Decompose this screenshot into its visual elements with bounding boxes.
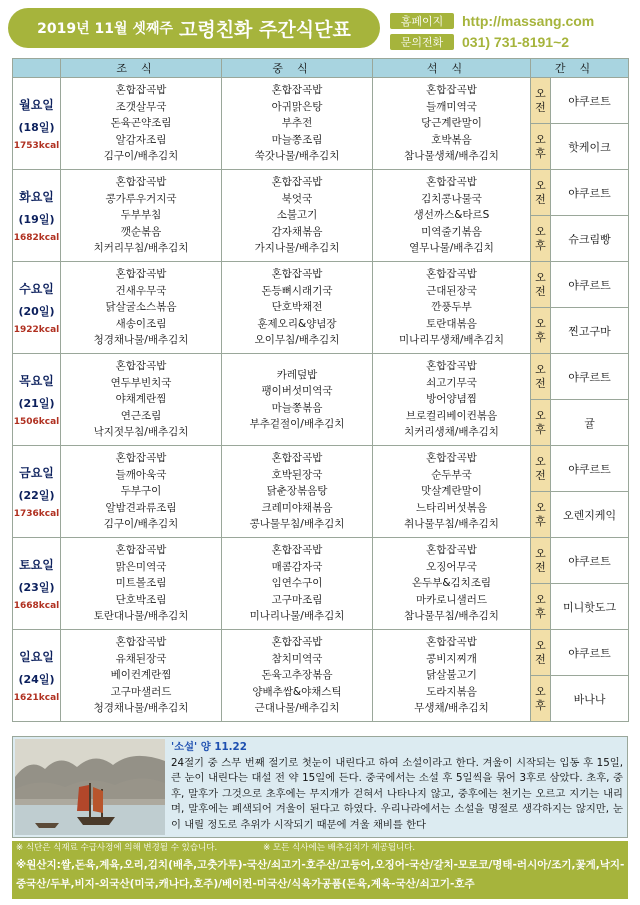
menu-item: 가지나물/배추김치 (254, 242, 340, 255)
breakfast-cell (61, 446, 222, 538)
menu-item: 콩나물무침/배추김치 (249, 518, 345, 531)
menu-item: 단호박채전 (271, 301, 323, 314)
snack-am: 야쿠르트 (551, 630, 629, 676)
menu-item: 무생채/배추김치 (414, 702, 489, 715)
snack-pm: 찐고구마 (551, 308, 629, 354)
menu-item: 취나물무침/배추김치 (404, 518, 499, 531)
day-cell (13, 446, 61, 538)
period-pm (531, 124, 551, 170)
day-cell (13, 170, 61, 262)
period-pm-label: 오 후 (535, 408, 546, 436)
menu-item: 혼합잡곡밥 (115, 84, 167, 97)
article-heading: '소설' 양 11.22 (171, 741, 247, 753)
menu-item: 알밤견과류조림 (105, 501, 177, 514)
menu-item: 베이컨계란찜 (110, 669, 172, 682)
menu-item: 미나리무생채/배추김치 (399, 334, 504, 347)
snack-pm: 미니핫도그 (551, 584, 629, 630)
article-text (171, 740, 623, 834)
contact-info (390, 12, 594, 54)
day-kcal: 1736kcal (13, 509, 60, 519)
period-am-label: 오 전 (535, 454, 546, 482)
day-cell (13, 354, 61, 446)
menu-item: 청경채나물/배추김치 (93, 702, 189, 715)
period-pm-label: 오 후 (535, 500, 546, 528)
menu-item: 혼합잡곡밥 (115, 636, 167, 649)
period-pm-label: 오 후 (535, 132, 546, 160)
period-am (531, 170, 551, 216)
menu-item: 단호박조림 (115, 593, 167, 606)
snack-am: 야쿠르트 (551, 538, 629, 584)
dinner-cell (373, 538, 531, 630)
menu-item: 고구마조림 (271, 593, 323, 606)
menu-item: 김치콩나물국 (421, 192, 482, 205)
menu-item: 낙지젓무침/배추김치 (93, 426, 189, 439)
day-name: 목요일 (19, 374, 54, 388)
day-name: 토요일 (19, 558, 54, 572)
title-prefix: 2019년 11월 셋째주 (37, 21, 173, 37)
snack-pm: 바나나 (551, 676, 629, 722)
dinner-cell (373, 170, 531, 262)
breakfast-cell (61, 630, 222, 722)
day-kcal: 1753kcal (13, 141, 60, 151)
menu-item: 닭살불고기 (426, 669, 477, 682)
menu-item: 혼합잡곡밥 (426, 176, 477, 189)
menu-item: 훈제오리&양념장 (257, 317, 337, 330)
breakfast-cell (61, 262, 222, 354)
period-pm (531, 584, 551, 630)
dinner-cell (373, 446, 531, 538)
day-date: (24일) (18, 673, 55, 686)
day-date: (20일) (18, 305, 55, 318)
menu-item: 조갯살무국 (115, 100, 167, 113)
lunch-cell (222, 538, 373, 630)
menu-item: 호박된장국 (271, 468, 323, 481)
menu-item: 브로컬리베이컨볶음 (405, 409, 498, 422)
menu-item: 양배추쌈&야채스틱 (252, 685, 342, 698)
menu-item: 혼합잡곡밥 (426, 452, 477, 465)
day-date: (18일) (18, 121, 55, 134)
menu-item: 혼합잡곡밥 (271, 84, 323, 97)
menu-item: 두부부침 (120, 209, 162, 222)
dinner-cell (373, 78, 531, 170)
period-pm-label: 오 후 (535, 592, 546, 620)
menu-item: 쑥갓나물/배추김치 (254, 150, 340, 163)
period-am-label: 오 전 (535, 546, 546, 574)
page-title: 고령친화 주간식단표 (179, 18, 351, 41)
menu-item: 청경채나물/배추김치 (93, 334, 189, 347)
menu-item: 호박볶음 (431, 133, 472, 146)
title-banner (8, 8, 380, 48)
menu-item: 토란대나물/배추김치 (93, 610, 189, 623)
menu-item: 미트볼조림 (115, 577, 167, 590)
menu-item: 부추겉절이/배추김치 (249, 418, 345, 430)
menu-item: 혼합잡곡밥 (271, 636, 323, 649)
day-kcal: 1506kcal (13, 417, 60, 427)
breakfast-cell (61, 538, 222, 630)
menu-item: 생선까스&타르S (413, 209, 490, 222)
period-am-label: 오 전 (535, 178, 546, 206)
snack-am: 야쿠르트 (551, 446, 629, 492)
menu-item: 새송이조림 (115, 317, 167, 330)
menu-item: 깐풍두부 (431, 301, 472, 314)
menu-item: 돈등뼈시래기국 (261, 284, 333, 297)
menu-item: 맛살계란말이 (421, 485, 482, 498)
menu-item: 연근조림 (120, 409, 162, 422)
day-date: (19일) (18, 213, 55, 226)
menu-item: 열무나물/배추김치 (409, 242, 494, 255)
menu-item: 온두부&김치조림 (411, 577, 492, 590)
menu-item: 부추전 (281, 117, 313, 130)
lunch-cell (222, 78, 373, 170)
day-date: (21일) (18, 397, 55, 410)
menu-item: 혼합잡곡밥 (426, 360, 477, 373)
menu-item: 오이무침/배추김치 (254, 334, 340, 347)
menu-item: 치커리생채/배추김치 (404, 426, 499, 439)
menu-item: 마늘쫑조림 (271, 133, 323, 146)
menu-item: 돈육곤약조림 (110, 117, 172, 130)
day-name: 금요일 (19, 466, 54, 480)
period-am (531, 630, 551, 676)
period-pm (531, 492, 551, 538)
day-cell (13, 262, 61, 354)
day-cell (13, 630, 61, 722)
menu-item: 매콤감자국 (271, 560, 323, 573)
phone-label: 문의전화 (390, 34, 454, 50)
dinner-cell (373, 630, 531, 722)
menu-item: 참나물무침/배추김치 (404, 610, 499, 623)
menu-item: 감자채볶음 (271, 225, 323, 238)
menu-item: 카레덮밥 (276, 368, 318, 381)
landscape-painting (15, 739, 165, 835)
menu-item: 혼합잡곡밥 (115, 452, 167, 465)
menu-item: 크레미야채볶음 (261, 501, 333, 514)
menu-item: 깻순볶음 (120, 225, 162, 238)
change-notice: ※ 식단은 식재료 수급사정에 의해 변경될 수 있습니다. (16, 843, 218, 853)
kimchi-notice: ※ 모든 식사에는 배추김치가 제공됩니다. (263, 843, 416, 853)
corner-cell (13, 59, 61, 78)
menu-item: 혼합잡곡밥 (426, 84, 477, 97)
notice-line (16, 841, 415, 853)
menu-item: 두부구이 (120, 485, 162, 498)
snack-pm: 오렌지케익 (551, 492, 629, 538)
snack-pm: 핫케이크 (551, 124, 629, 170)
menu-item: 참치미역국 (271, 652, 323, 665)
day-name: 월요일 (19, 98, 54, 112)
menu-item: 오징어무국 (426, 560, 477, 573)
day-date: (23일) (18, 581, 55, 594)
menu-item: 유채된장국 (115, 652, 167, 665)
menu-item: 닭살굴소스볶음 (105, 301, 177, 314)
snack-am: 야쿠르트 (551, 78, 629, 124)
season-article (12, 736, 628, 838)
menu-item: 당근계란말이 (421, 117, 482, 130)
lunch-cell (222, 170, 373, 262)
breakfast-cell (61, 78, 222, 170)
day-kcal: 1922kcal (13, 325, 60, 335)
day-cell (13, 78, 61, 170)
homepage-link[interactable]: http://massang.com (462, 13, 595, 29)
period-am-label: 오 전 (535, 270, 546, 298)
snack-pm: 슈크림빵 (551, 216, 629, 262)
homepage-label: 홈페이지 (390, 13, 454, 29)
menu-item: 순두부국 (431, 468, 472, 481)
menu-item: 근대된장국 (426, 284, 477, 297)
lunch-cell (222, 630, 373, 722)
menu-item: 혼합잡곡밥 (115, 176, 167, 189)
period-am-label: 오 전 (535, 638, 546, 666)
menu-item: 임연수구이 (271, 577, 323, 590)
menu-item: 느타리버섯볶음 (415, 501, 487, 514)
lunch-cell (222, 262, 373, 354)
menu-item: 들깨미역국 (426, 100, 477, 113)
menu-item: 혼합잡곡밥 (115, 544, 167, 557)
col-dinner: 석식 (373, 59, 531, 78)
phone-number: 031) 731-8191~2 (462, 34, 570, 50)
day-kcal: 1682kcal (13, 233, 60, 243)
lunch-cell (222, 354, 373, 446)
period-am (531, 78, 551, 124)
menu-item: 김구이/배추김치 (103, 518, 179, 531)
menu-item: 맑은미역국 (115, 560, 167, 573)
day-cell (13, 538, 61, 630)
menu-item: 치커리무침/배추김치 (93, 242, 189, 255)
menu-item: 혼합잡곡밥 (426, 544, 477, 557)
menu-item: 쇠고기무국 (426, 376, 477, 389)
day-name: 수요일 (19, 282, 54, 296)
menu-item: 마늘쫑볶음 (271, 401, 323, 414)
menu-item: 고구마샐러드 (110, 685, 172, 698)
period-am (531, 354, 551, 400)
period-pm (531, 216, 551, 262)
menu-item: 콩비지찌개 (426, 652, 477, 665)
menu-item: 도라지볶음 (426, 685, 477, 698)
menu-item: 혼합잡곡밥 (271, 544, 323, 557)
period-am-label: 오 전 (535, 86, 546, 114)
menu-item: 들깨아욱국 (115, 468, 167, 481)
menu-item: 혼합잡곡밥 (115, 268, 167, 281)
menu-item: 건새우무국 (115, 284, 167, 297)
menu-item: 돈육고추장볶음 (261, 669, 333, 682)
breakfast-cell (61, 170, 222, 262)
notes-panel (12, 841, 628, 899)
snack-am: 야쿠르트 (551, 262, 629, 308)
menu-item: 알감자조림 (115, 133, 167, 146)
day-kcal: 1621kcal (13, 693, 60, 703)
lunch-cell (222, 446, 373, 538)
menu-item: 혼합잡곡밥 (115, 360, 167, 373)
menu-item: 북엇국 (281, 192, 313, 205)
period-am (531, 446, 551, 492)
menu-item: 소불고기 (276, 209, 318, 222)
day-name: 일요일 (19, 650, 54, 664)
period-pm-label: 오 후 (535, 316, 546, 344)
weekly-menu-table (12, 58, 629, 722)
snack-pm: 귤 (551, 400, 629, 446)
snack-am: 야쿠르트 (551, 170, 629, 216)
col-snack: 간식 (531, 59, 629, 78)
menu-item: 참나물생채/배추김치 (404, 150, 499, 163)
menu-item: 혼합잡곡밥 (271, 268, 323, 281)
menu-item: 야채계란찜 (115, 393, 167, 406)
col-lunch: 중식 (222, 59, 373, 78)
period-pm (531, 676, 551, 722)
menu-item: 혼합잡곡밥 (271, 452, 323, 465)
period-am (531, 538, 551, 584)
menu-item: 팽이버섯미역국 (261, 385, 333, 397)
dinner-cell (373, 262, 531, 354)
menu-item: 미나리나물/배추김치 (249, 610, 345, 623)
menu-item: 미역줄기볶음 (421, 225, 482, 238)
period-pm-label: 오 후 (535, 684, 546, 712)
menu-item: 토란대볶음 (426, 317, 477, 330)
origin-notice: ※원산지:쌀,돈육,계육,오리,김치(배추,고춧가루)-국산/쇠고기-호주산/고등어,오징어-국산/갈치-모로코/명태-러시아/조기,꽃게,낙지-중국산/두부,비지-외국산(미국,캐나다,호주)/베이컨-미국산/식육가공품(돈육,계육-국산/쇠고기-호주 (16, 859, 625, 890)
header (0, 0, 640, 55)
period-am-label: 오 전 (535, 362, 546, 390)
col-breakfast: 조식 (61, 59, 222, 78)
dinner-cell (373, 354, 531, 446)
snack-am: 야쿠르트 (551, 354, 629, 400)
menu-item: 마카로니샐러드 (415, 593, 487, 606)
menu-item: 혼합잡곡밥 (426, 636, 477, 649)
period-pm (531, 400, 551, 446)
menu-item: 방어양념찜 (426, 393, 477, 406)
menu-item: 연두부빈치국 (110, 376, 172, 389)
menu-item: 콩가루우거지국 (105, 192, 177, 205)
menu-item: 닭춘장볶음탕 (266, 485, 328, 498)
menu-item: 혼합잡곡밥 (426, 268, 477, 281)
period-pm (531, 308, 551, 354)
period-am (531, 262, 551, 308)
day-name: 화요일 (19, 190, 54, 204)
breakfast-cell (61, 354, 222, 446)
day-date: (22일) (18, 489, 55, 502)
menu-item: 아귀맑은탕 (271, 100, 323, 113)
menu-item: 근대나물/배추김치 (254, 702, 340, 715)
menu-item: 혼합잡곡밥 (271, 176, 323, 189)
period-pm-label: 오 후 (535, 224, 546, 252)
menu-item: 김구이/배추김치 (103, 150, 179, 163)
article-body: 24절기 중 스무 번째 절기로 첫눈이 내린다고 하여 소설이라고 한다. 겨울이 시작되는 입동 후 15일, 큰 눈이 내린다는 대설 전 약 15일에 든다. 중국에서는 소설 후 5일씩을 묶어 3후로 삼았다. 초후, 중후, 말후가 그것으로 초후에는 무지개가 걷혀서 나타나지 않고, 중후에는 천기는 오르고 지기는 내리며, 말후에는 폐색되어 겨울이 된다고 하였다. 우리나라에서는 소설을 명절로 생각하지는 않지만, 눈이 내릴 정도로 추위가 시작되기 때문에 겨울 채비를 한다 (171, 756, 623, 831)
day-kcal: 1668kcal (13, 601, 60, 611)
